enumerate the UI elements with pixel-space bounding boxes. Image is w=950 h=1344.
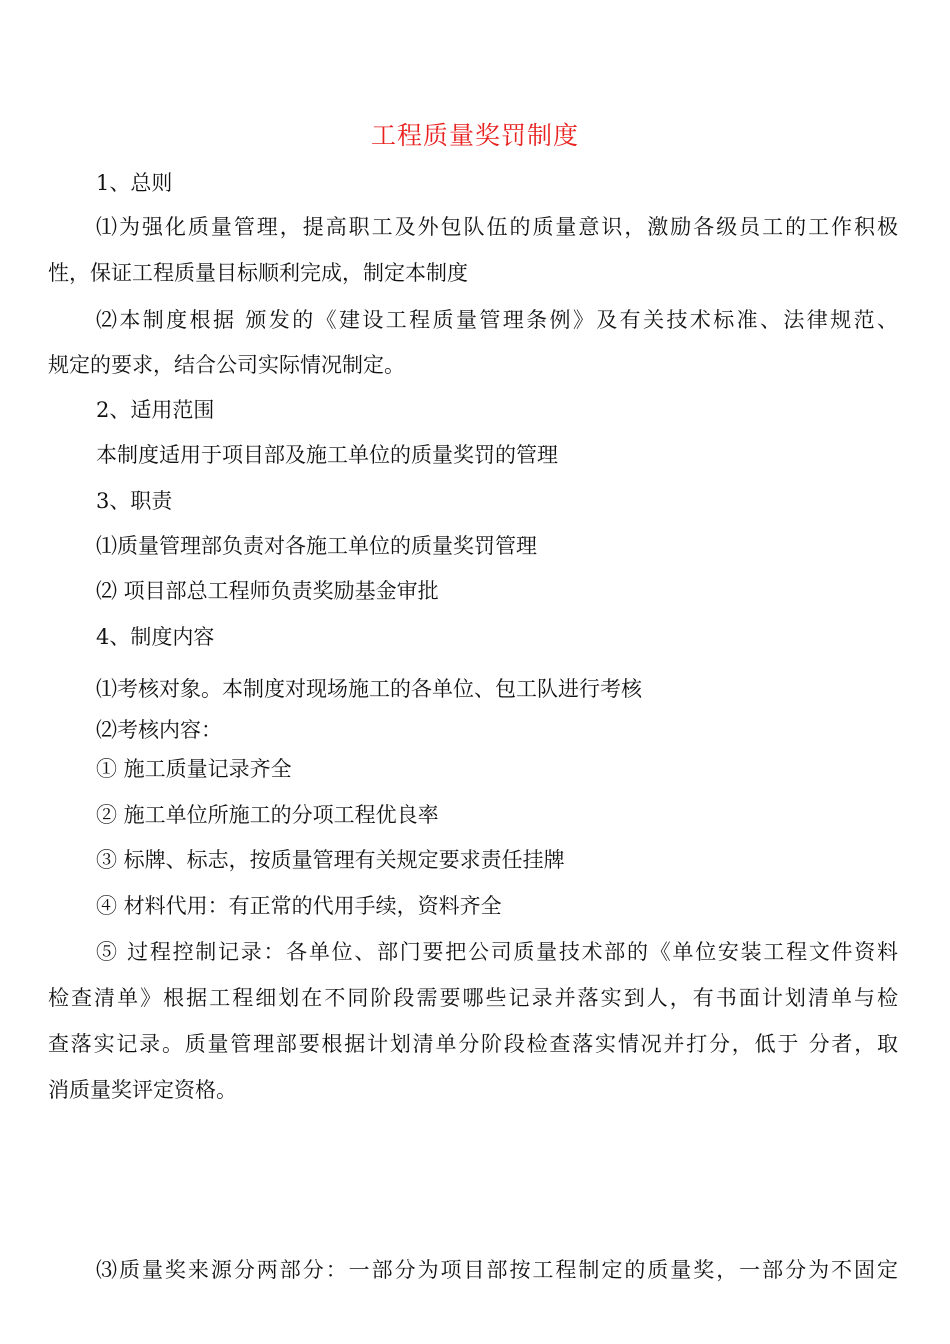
paragraph-line: ⑶质量奖来源分两部分：一部分为项目部按工程制定的质量奖，一部分为不固定 (96, 1258, 898, 1282)
paragraph-line: 查落实记录。质量管理部要根据计划清单分阶段检查落实情况并打分，低于 分者，取 (48, 1032, 898, 1056)
paragraph-line: ⑵本制度根据 颁发的《建设工程质量管理条例》及有关技术标准、法律规范、 (96, 308, 898, 332)
list-item: ① 施工质量记录齐全 (96, 757, 292, 781)
paragraph-line: 本制度适用于项目部及施工单位的质量奖罚的管理 (96, 443, 558, 467)
heading-scope: 2、适用范围 (96, 398, 215, 422)
document-title: 工程质量奖罚制度 (370, 121, 579, 150)
heading-duties: 3、职责 (96, 489, 173, 513)
list-item: ② 施工单位所施工的分项工程优良率 (96, 803, 439, 827)
paragraph-line: ⑵ 项目部总工程师负责奖励基金审批 (96, 579, 439, 603)
paragraph-line: ⑴为强化质量管理，提高职工及外包队伍的质量意识，激励各级员工的工作积极 (96, 215, 898, 239)
heading-content: 4、制度内容 (96, 625, 215, 649)
paragraph-line: ⑴考核对象。本制度对现场施工的各单位、包工队进行考核 (96, 677, 642, 701)
paragraph-line: 性，保证工程质量目标顺利完成，制定本制度 (48, 261, 468, 285)
paragraph-line: ⑴质量管理部负责对各施工单位的质量奖罚管理 (96, 534, 537, 558)
paragraph-line: 消质量奖评定资格。 (48, 1078, 237, 1102)
paragraph-line: 检查清单》根据工程细划在不同阶段需要哪些记录并落实到人，有书面计划清单与检 (48, 986, 898, 1010)
heading-general: 1、总则 (96, 171, 173, 195)
paragraph-line: ⑤ 过程控制记录：各单位、部门要把公司质量技术部的《单位安装工程文件资料 (96, 940, 898, 964)
list-item: ③ 标牌、标志，按质量管理有关规定要求责任挂牌 (96, 848, 565, 872)
list-item: ④ 材料代用：有正常的代用手续，资料齐全 (96, 894, 502, 918)
paragraph-line: 规定的要求，结合公司实际情况制定。 (48, 353, 405, 377)
paragraph-line: ⑵考核内容： (96, 718, 222, 742)
